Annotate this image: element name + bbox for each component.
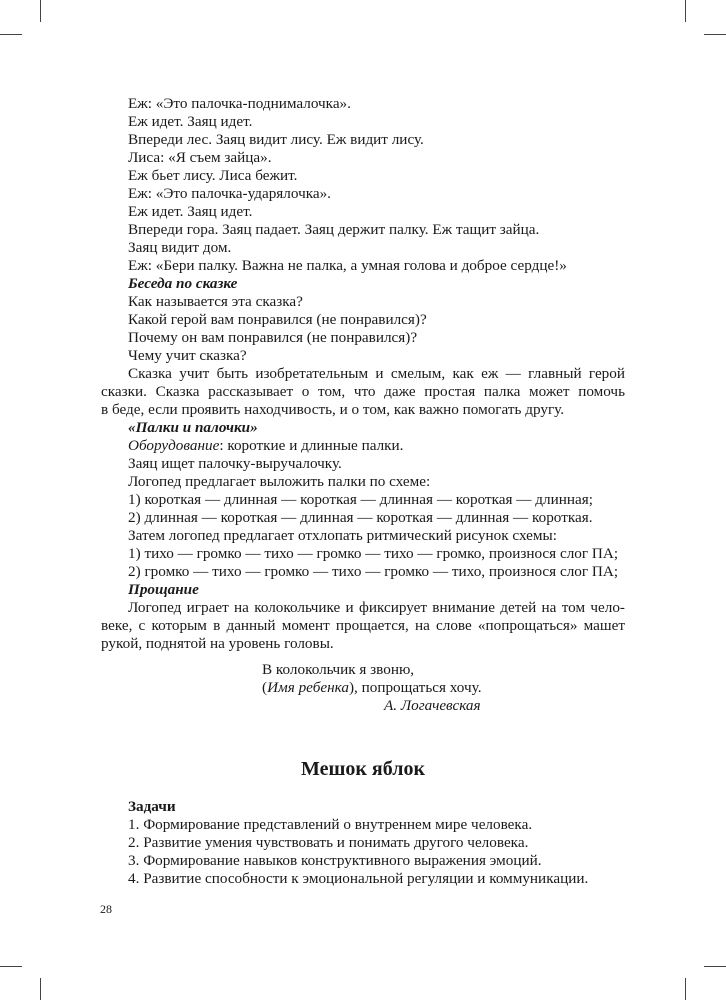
story-line: Впереди лес. Заяц видит лису. Еж видит лису. [128,131,424,148]
crop-mark-bottom-left-v [40,978,41,1000]
crop-mark-bottom-left [0,966,22,967]
poem-rest: ), попрощаться хочу. [348,679,482,696]
poem-author: А. Логачевская [384,697,481,714]
poem-line: В колокольчик я звоню, [262,661,415,678]
farewell-heading: Прощание [128,581,199,598]
game-heading: «Палки и палочки» [128,419,258,436]
story-line: Еж бьет лису. Лиса бежит. [128,167,298,184]
question-line: Как называется эта сказка? [128,293,303,310]
poem-paren: ( [262,679,268,696]
question-line: Чему учит сказка? [128,347,247,364]
paragraph-line: в беде, если проявить находчивость, и о том, как важно помогать другу. [101,401,565,418]
paragraph-line: сказки. Сказка рассказывает о том, что даже простая палка может помочь [101,383,625,400]
tasks-heading: Задачи [128,798,176,815]
question-line: Почему он вам понравился (не понравился)? [128,329,418,346]
farewell-line: Логопед играет на колокольчике и фиксирует внимание детей на том чело- [128,599,625,616]
task-line: 2. Развитие умения чувствовать и понимать другого человека. [128,834,529,851]
story-line: Впереди гора. Заяц падает. Заяц держит палку. Еж тащит зайца. [128,221,540,238]
equipment-line [128,437,403,455]
poem-line [262,679,482,697]
crop-mark-bottom-right [704,966,726,967]
crop-mark-top-left-v [40,0,41,22]
task-line: 1. Формирование представлений о внутреннем мире человека. [128,816,533,833]
crop-mark-top-right-v [685,0,686,22]
farewell-line: веке, с которым в данный момент прощается, на слове «попрощаться» машет [101,617,625,634]
task-line: 4. Развитие способности к эмоциональной регуляции и коммуникации. [128,870,589,887]
story-line: Еж: «Это палочка-поднималочка». [128,95,351,112]
crop-mark-top-right [704,34,726,35]
story-line: Еж: «Бери палку. Важна не палка, а умная голова и доброе сердце!» [128,257,567,274]
game-line: 2) длинная — короткая — длинная — короткая — длинная — короткая. [128,509,593,526]
beseda-heading: Беседа по сказке [128,275,238,292]
game-line: Заяц ищет палочку-выручалочку. [128,455,342,472]
paragraph-line: Сказка учит быть изобретательным и смелым, как еж — главный герой [128,365,625,382]
game-line: Логопед предлагает выложить палки по схеме: [128,473,431,490]
poem-child-name: Имя ребенка [267,679,349,696]
question-line: Какой герой вам понравился (не понравился)? [128,311,427,328]
equipment-text: : короткие и длинные палки. [219,437,404,454]
story-line: Заяц видит дом. [128,239,232,256]
story-line: Лиса: «Я съем зайца». [128,149,272,166]
equipment-label: Оборудование [128,437,220,454]
story-line: Еж идет. Заяц идет. [128,113,253,130]
farewell-line: рукой, поднятой на уровень головы. [101,635,334,652]
game-line: 2) громко — тихо — громко — тихо — громко — тихо, произнося слог ПА; [128,563,619,580]
section-title: Мешок яблок [301,758,425,780]
page-number: 28 [100,902,112,916]
game-line: 1) короткая — длинная — короткая — длинная — короткая — длинная; [128,491,593,508]
crop-mark-top-left [0,34,22,35]
story-line: Еж: «Это палочка-ударялочка». [128,185,331,202]
story-line: Еж идет. Заяц идет. [128,203,253,220]
game-line: 1) тихо — громко — тихо — громко — тихо — громко, произнося слог ПА; [128,545,619,562]
game-line: Затем логопед предлагает отхлопать ритмический рисунок схемы: [128,527,557,544]
crop-mark-bottom-right-v [685,978,686,1000]
task-line: 3. Формирование навыков конструктивного выражения эмоций. [128,852,542,869]
